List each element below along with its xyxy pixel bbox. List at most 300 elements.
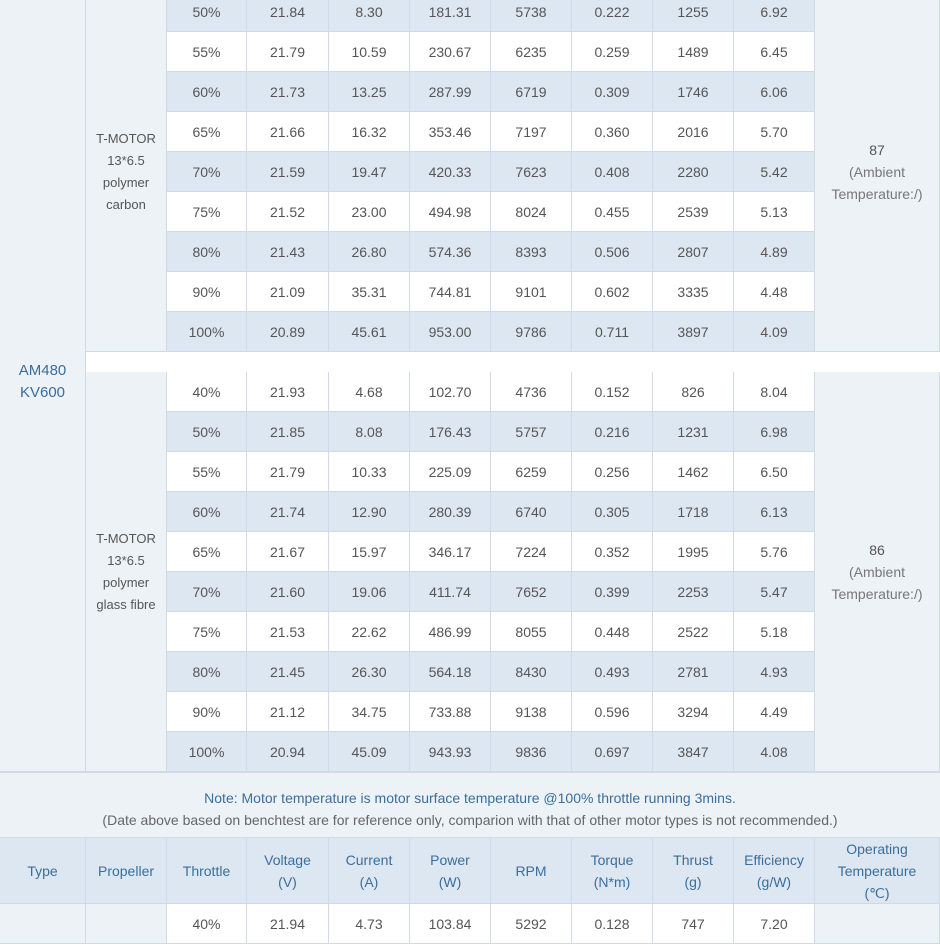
- header-label: [430, 849, 470, 893]
- table-cell-throttle: [167, 652, 247, 692]
- table-cell-efficiency: [734, 312, 815, 352]
- cell-value: 0.128: [594, 915, 630, 932]
- cell-value: 230.67: [428, 43, 472, 60]
- table-cell-voltage: [247, 452, 329, 492]
- table-cell-rpm: [491, 232, 572, 272]
- table-cell-current: [329, 152, 410, 192]
- header-voltage: [247, 838, 329, 904]
- table-cell-throttle: [167, 692, 247, 732]
- table-cell-voltage: [247, 312, 329, 352]
- table-cell-power: [410, 532, 491, 572]
- table-cell-rpm: [491, 652, 572, 692]
- cell-value: 100%: [188, 323, 225, 340]
- cell-value: 21.45: [269, 663, 306, 680]
- next-type-cell: [0, 904, 86, 944]
- table-cell-torque: [572, 72, 653, 112]
- table-cell-current: [329, 112, 410, 152]
- header-torque: [572, 838, 653, 904]
- table-cell-power: [410, 232, 491, 272]
- cell-value: 21.60: [269, 583, 306, 600]
- cell-value: 9138: [515, 703, 547, 720]
- table-cell-thrust: [653, 452, 734, 492]
- table-cell-current: [329, 572, 410, 612]
- header-label: [744, 849, 804, 893]
- cell-value: 15.97: [351, 543, 387, 560]
- cell-value: 0.309: [594, 83, 630, 100]
- table-cell-efficiency: [734, 372, 815, 412]
- table-cell-efficiency: [734, 192, 815, 232]
- table-cell-current: [329, 692, 410, 732]
- header-throttle: [167, 838, 247, 904]
- table-cell-thrust: [653, 532, 734, 572]
- cell-value: 8.04: [760, 383, 788, 400]
- table-cell-efficiency: [734, 232, 815, 272]
- table-cell-torque: [572, 112, 653, 152]
- table-cell-rpm: [491, 492, 572, 532]
- cell-value: 0.360: [594, 123, 630, 140]
- table-cell-torque: [572, 452, 653, 492]
- table-cell-power: [410, 904, 491, 944]
- table-cell-throttle: [167, 532, 247, 572]
- table-cell-power: [410, 112, 491, 152]
- table-cell-efficiency: [734, 492, 815, 532]
- cell-value: 10.33: [351, 463, 387, 480]
- table-cell-thrust: [653, 232, 734, 272]
- table-cell-thrust: [653, 72, 734, 112]
- table-cell-throttle: [167, 0, 247, 32]
- propeller-label: [96, 528, 156, 616]
- propeller-line: polymer: [102, 574, 150, 590]
- table-cell-rpm: [491, 732, 572, 772]
- cell-value: 6719: [515, 83, 547, 100]
- temperature-note: (Ambient: [848, 563, 905, 580]
- table-cell-throttle: [167, 112, 247, 152]
- cell-value: 6259: [515, 463, 547, 480]
- table-cell-current: [329, 232, 410, 272]
- cell-value: 65%: [192, 123, 221, 140]
- header-operating-temperature: [815, 838, 940, 904]
- table-cell-current: [329, 32, 410, 72]
- table-cell-rpm: [491, 372, 572, 412]
- cell-value: 45.09: [351, 743, 387, 760]
- group1-temperature-cell: [815, 0, 940, 352]
- cell-value: 0.222: [594, 3, 630, 20]
- header-label: [264, 849, 311, 893]
- cell-value: 181.31: [428, 3, 472, 20]
- cell-value: 0.596: [594, 703, 630, 720]
- table-cell-rpm: [491, 692, 572, 732]
- table-cell-power: [410, 492, 491, 532]
- table-cell-throttle: [167, 572, 247, 612]
- header-label: [673, 849, 713, 893]
- cell-value: 4.68: [355, 383, 383, 400]
- table-cell-torque: [572, 312, 653, 352]
- temperature-label: [831, 139, 922, 205]
- table-cell-efficiency: [734, 532, 815, 572]
- table-cell-throttle: [167, 272, 247, 312]
- propeller-line: T-MOTOR: [96, 530, 156, 546]
- cell-value: 0.152: [594, 383, 630, 400]
- propeller-line: T-MOTOR: [96, 130, 156, 146]
- cell-value: 13.25: [351, 83, 387, 100]
- table-cell-power: [410, 372, 491, 412]
- cell-value: 411.74: [429, 583, 471, 600]
- header-line: Current: [345, 851, 393, 868]
- cell-value: 55%: [192, 463, 221, 480]
- cell-value: 19.47: [351, 163, 387, 180]
- table-cell-efficiency: [734, 272, 815, 312]
- cell-value: 4.49: [760, 703, 788, 720]
- cell-value: 6.13: [760, 503, 788, 520]
- cell-value: 2539: [677, 203, 709, 220]
- cell-value: 4.89: [760, 243, 788, 260]
- table-cell-torque: [572, 272, 653, 312]
- note-disclaimer: (Date above based on benchtest are for reference only, comparion with that of other motor types is not recommended.): [102, 812, 838, 828]
- cell-value: 1462: [677, 463, 709, 480]
- cell-value: 5.42: [760, 163, 788, 180]
- header-line: (A): [359, 873, 379, 890]
- table-cell-voltage: [247, 492, 329, 532]
- cell-value: 1718: [677, 503, 709, 520]
- table-cell-efficiency: [734, 652, 815, 692]
- table-cell-efficiency: [734, 72, 815, 112]
- cell-value: 5.18: [760, 623, 788, 640]
- cell-value: 733.88: [428, 703, 472, 720]
- table-cell-throttle: [167, 372, 247, 412]
- header-label: [346, 849, 393, 893]
- cell-value: 2522: [677, 623, 709, 640]
- table-cell-power: [410, 692, 491, 732]
- cell-value: 21.67: [269, 543, 306, 560]
- cell-value: 5.13: [760, 203, 788, 220]
- note-block: [0, 772, 940, 838]
- next-propeller-cell: [86, 904, 167, 944]
- cell-value: 7224: [515, 543, 547, 560]
- table-cell-thrust: [653, 904, 734, 944]
- table-cell-voltage: [247, 532, 329, 572]
- cell-value: 21.52: [269, 203, 306, 220]
- table-cell-torque: [572, 532, 653, 572]
- cell-value: 3847: [677, 743, 709, 760]
- table-cell-rpm: [491, 612, 572, 652]
- cell-value: 80%: [192, 243, 221, 260]
- table-cell-torque: [572, 0, 653, 32]
- table-cell-torque: [572, 692, 653, 732]
- cell-value: 2280: [677, 163, 709, 180]
- cell-value: 5757: [515, 423, 547, 440]
- cell-value: 0.506: [594, 243, 630, 260]
- table-cell-thrust: [653, 152, 734, 192]
- header-label: [838, 838, 917, 904]
- cell-value: 8393: [515, 243, 547, 260]
- table-cell-voltage: [247, 232, 329, 272]
- header-line: Efficiency: [744, 851, 804, 868]
- table-cell-torque: [572, 612, 653, 652]
- table-cell-voltage: [247, 904, 329, 944]
- table-cell-current: [329, 904, 410, 944]
- cell-value: 1746: [677, 83, 709, 100]
- table-cell-current: [329, 312, 410, 352]
- cell-value: 21.12: [269, 703, 306, 720]
- header-line: Voltage: [264, 851, 311, 868]
- table-cell-voltage: [247, 32, 329, 72]
- table-cell-current: [329, 732, 410, 772]
- table-cell-thrust: [653, 0, 734, 32]
- table-cell-rpm: [491, 0, 572, 32]
- cell-value: 0.697: [594, 743, 630, 760]
- cell-value: 103.84: [428, 915, 472, 932]
- group2-temperature-cell: [815, 372, 940, 772]
- table-cell-thrust: [653, 492, 734, 532]
- table-cell-throttle: [167, 492, 247, 532]
- table-cell-torque: [572, 572, 653, 612]
- header-label: [515, 860, 546, 882]
- cell-value: 5.47: [760, 583, 788, 600]
- table-cell-torque: [572, 32, 653, 72]
- table-cell-efficiency: [734, 112, 815, 152]
- header-line: Propeller: [97, 862, 155, 879]
- table-cell-thrust: [653, 732, 734, 772]
- cell-value: 75%: [192, 203, 221, 220]
- cell-value: 26.30: [351, 663, 387, 680]
- table-cell-thrust: [653, 572, 734, 612]
- motor-type-label: [19, 360, 67, 404]
- cell-value: 21.73: [269, 83, 306, 100]
- cell-value: 7623: [515, 163, 547, 180]
- cell-value: 34.75: [351, 703, 387, 720]
- propeller-line: glass fibre: [96, 596, 156, 612]
- table-cell-rpm: [491, 572, 572, 612]
- cell-value: 6.92: [760, 3, 788, 20]
- table-cell-throttle: [167, 904, 247, 944]
- table-cell-voltage: [247, 612, 329, 652]
- table-cell-thrust: [653, 192, 734, 232]
- temperature-label: [831, 539, 922, 605]
- cell-value: 0.259: [594, 43, 630, 60]
- cell-value: 21.66: [269, 123, 306, 140]
- cell-value: 7652: [515, 583, 547, 600]
- header-line: (g/W): [756, 873, 792, 890]
- table-cell-efficiency: [734, 904, 815, 944]
- cell-value: 20.89: [269, 323, 306, 340]
- cell-value: 6.45: [760, 43, 788, 60]
- cell-value: 2807: [677, 243, 709, 260]
- table-cell-throttle: [167, 152, 247, 192]
- table-cell-torque: [572, 192, 653, 232]
- cell-value: 0.399: [594, 583, 630, 600]
- table-cell-thrust: [653, 112, 734, 152]
- cell-value: 280.39: [428, 503, 472, 520]
- propeller-label: [96, 128, 156, 216]
- cell-value: 3335: [677, 283, 709, 300]
- cell-value: 55%: [192, 43, 221, 60]
- cell-value: 8.30: [355, 3, 383, 20]
- table-cell-thrust: [653, 312, 734, 352]
- table-cell-current: [329, 0, 410, 32]
- header-label: [591, 849, 634, 893]
- table-cell-voltage: [247, 112, 329, 152]
- cell-value: 12.90: [351, 503, 387, 520]
- header-line: (W): [438, 873, 462, 890]
- cell-value: 0.408: [594, 163, 630, 180]
- cell-value: 50%: [192, 423, 221, 440]
- cell-value: 19.06: [351, 583, 387, 600]
- cell-value: 20.94: [269, 743, 306, 760]
- cell-value: 90%: [192, 283, 221, 300]
- cell-value: 4.48: [760, 283, 788, 300]
- cell-value: 346.17: [428, 543, 472, 560]
- table-cell-efficiency: [734, 572, 815, 612]
- table-cell-torque: [572, 492, 653, 532]
- table-cell-voltage: [247, 0, 329, 32]
- table-cell-efficiency: [734, 692, 815, 732]
- cell-value: 60%: [192, 503, 221, 520]
- header-power: [410, 838, 491, 904]
- table-cell-current: [329, 372, 410, 412]
- header-thrust: [653, 838, 734, 904]
- header-line: Operating: [846, 840, 908, 857]
- table-cell-rpm: [491, 112, 572, 152]
- cell-value: 23.00: [351, 203, 387, 220]
- table-cell-rpm: [491, 412, 572, 452]
- cell-value: 21.79: [269, 463, 306, 480]
- table-cell-power: [410, 312, 491, 352]
- table-cell-current: [329, 452, 410, 492]
- table-cell-throttle: [167, 412, 247, 452]
- next-temperature-cell: [815, 904, 940, 944]
- table-cell-thrust: [653, 692, 734, 732]
- table-cell-power: [410, 72, 491, 112]
- header-propeller: [86, 838, 167, 904]
- table-cell-torque: [572, 412, 653, 452]
- table-cell-efficiency: [734, 612, 815, 652]
- table-cell-power: [410, 272, 491, 312]
- cell-value: 21.09: [269, 283, 306, 300]
- cell-value: 10.59: [351, 43, 387, 60]
- cell-value: 494.98: [428, 203, 472, 220]
- motor-type-line: AM480: [18, 361, 67, 379]
- header-label: [183, 860, 230, 882]
- table-cell-voltage: [247, 72, 329, 112]
- cell-value: 1995: [677, 543, 709, 560]
- header-line: Type: [27, 862, 58, 879]
- cell-value: 747: [681, 915, 705, 932]
- cell-value: 0.448: [594, 623, 630, 640]
- motor-type-cell: [0, 0, 86, 772]
- cell-value: 90%: [192, 703, 221, 720]
- header-line: (g): [684, 873, 702, 890]
- cell-value: 21.93: [269, 383, 306, 400]
- cell-value: 102.70: [428, 383, 472, 400]
- cell-value: 5.70: [760, 123, 788, 140]
- cell-value: 564.18: [428, 663, 472, 680]
- table-cell-efficiency: [734, 0, 815, 32]
- table-cell-power: [410, 0, 491, 32]
- table-cell-current: [329, 492, 410, 532]
- table-cell-voltage: [247, 572, 329, 612]
- cell-value: 6.50: [760, 463, 788, 480]
- table-cell-power: [410, 732, 491, 772]
- cell-value: 4736: [515, 383, 547, 400]
- cell-value: 953.00: [428, 323, 472, 340]
- cell-value: 21.59: [269, 163, 306, 180]
- table-cell-efficiency: [734, 412, 815, 452]
- cell-value: 16.32: [351, 123, 387, 140]
- table-cell-rpm: [491, 532, 572, 572]
- temperature-note: Temperature:/): [831, 185, 923, 202]
- cell-value: 26.80: [351, 243, 387, 260]
- cell-value: 35.31: [351, 283, 387, 300]
- cell-value: 21.74: [269, 503, 306, 520]
- temperature-note: Temperature:/): [831, 585, 923, 602]
- cell-value: 6.06: [760, 83, 788, 100]
- cell-value: 21.43: [269, 243, 306, 260]
- table-cell-rpm: [491, 452, 572, 492]
- cell-value: 0.352: [594, 543, 630, 560]
- cell-value: 21.53: [269, 623, 306, 640]
- cell-value: 574.36: [428, 243, 472, 260]
- header-line: Power: [430, 851, 470, 868]
- cell-value: 1255: [677, 3, 709, 20]
- cell-value: 287.99: [428, 83, 472, 100]
- table-cell-voltage: [247, 372, 329, 412]
- cell-value: 8.08: [355, 423, 383, 440]
- table-cell-power: [410, 32, 491, 72]
- table-cell-thrust: [653, 412, 734, 452]
- header-efficiency: [734, 838, 815, 904]
- header-line: (N*m): [593, 873, 631, 890]
- table-cell-voltage: [247, 152, 329, 192]
- cell-value: 744.81: [428, 283, 472, 300]
- cell-value: 50%: [192, 3, 221, 20]
- cell-value: 22.62: [351, 623, 387, 640]
- table-cell-thrust: [653, 32, 734, 72]
- header-line: Throttle: [182, 862, 231, 879]
- cell-value: 2253: [677, 583, 709, 600]
- cell-value: 0.493: [594, 663, 630, 680]
- table-cell-voltage: [247, 412, 329, 452]
- header-label: [27, 860, 57, 882]
- header-line: Temperature: [837, 862, 917, 879]
- cell-value: 9101: [515, 283, 547, 300]
- table-cell-throttle: [167, 612, 247, 652]
- table-cell-voltage: [247, 272, 329, 312]
- table-cell-torque: [572, 232, 653, 272]
- header-current: [329, 838, 410, 904]
- table-cell-current: [329, 272, 410, 312]
- table-cell-efficiency: [734, 152, 815, 192]
- table-cell-rpm: [491, 904, 572, 944]
- table-cell-torque: [572, 652, 653, 692]
- table-cell-rpm: [491, 272, 572, 312]
- table-cell-thrust: [653, 652, 734, 692]
- table-cell-voltage: [247, 652, 329, 692]
- cell-value: 943.93: [428, 743, 472, 760]
- table-cell-current: [329, 612, 410, 652]
- header-line: Thrust: [673, 851, 713, 868]
- cell-value: 21.84: [269, 3, 306, 20]
- temperature-note: (Ambient: [848, 163, 905, 180]
- cell-value: 21.94: [269, 915, 306, 932]
- table-cell-throttle: [167, 732, 247, 772]
- table-cell-thrust: [653, 272, 734, 312]
- cell-value: 3897: [677, 323, 709, 340]
- cell-value: 0.602: [594, 283, 630, 300]
- table-cell-voltage: [247, 692, 329, 732]
- cell-value: 9786: [515, 323, 547, 340]
- cell-value: 80%: [192, 663, 221, 680]
- header-type: [0, 838, 86, 904]
